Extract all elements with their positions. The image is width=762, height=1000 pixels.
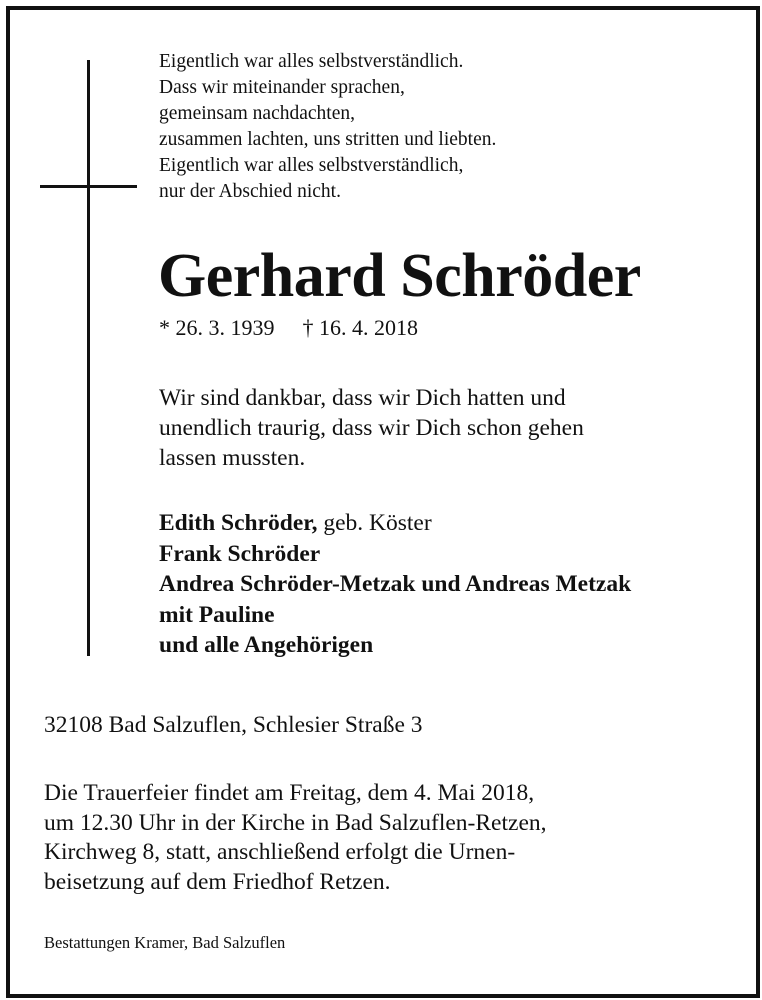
mourner-line: Frank Schröder [159, 540, 321, 567]
mourner-note: geb. Köster [317, 510, 432, 536]
poem-line: Eigentlich war alles selbstverständlich. [159, 51, 464, 72]
thanks-line: Wir sind dankbar, dass wir Dich hatten und [159, 385, 566, 411]
death-date: † 16. 4. 2018 [302, 315, 418, 340]
notice-line: beisetzung auf dem Friedhof Retzen. [44, 868, 391, 895]
life-dates [159, 314, 418, 342]
thanks-text [159, 383, 584, 473]
poem-line: nur der Abschied nicht. [159, 181, 341, 202]
poem-line: gemeinsam nachdachten, [159, 103, 355, 124]
funeral-notice [44, 779, 547, 897]
family-address: 32108 Bad Salzuflen, Schlesier Straße 3 [44, 712, 423, 738]
mourner-line: Andrea Schröder-Metzak und Andreas Metzak [159, 571, 632, 597]
notice-line: um 12.30 Uhr in der Kirche in Bad Salzuflen-Retzen, [44, 809, 547, 836]
birth-date: * 26. 3. 1939 [159, 315, 275, 340]
undertaker-credit: Bestattungen Kramer, Bad Salzuflen [44, 933, 286, 952]
thanks-line: unendlich traurig, dass wir Dich schon gehen [159, 415, 584, 441]
mourner-line [159, 508, 631, 539]
cross-icon-bar [40, 185, 137, 188]
deceased-name: Gerhard Schröder [158, 242, 641, 310]
mourners-list [159, 508, 631, 661]
notice-line: Die Trauerfeier findet am Freitag, dem 4. Mai 2018, [44, 780, 535, 806]
poem-line: zusammen lachten, uns stritten und liebten. [159, 129, 497, 150]
notice-line: Kirchweg 8, statt, anschließend erfolgt die Urnen- [44, 839, 516, 865]
poem [159, 49, 496, 205]
mourner-line: mit Pauline [159, 601, 275, 628]
thanks-line: lassen mussten. [159, 445, 306, 471]
mourner-name: Edith Schröder, [159, 510, 318, 536]
poem-line: Eigentlich war alles selbstverständlich, [159, 155, 464, 176]
poem-line: Dass wir miteinander sprachen, [159, 77, 405, 98]
cross-icon [87, 60, 90, 656]
mourner-line: und alle Angehörigen [159, 632, 374, 658]
